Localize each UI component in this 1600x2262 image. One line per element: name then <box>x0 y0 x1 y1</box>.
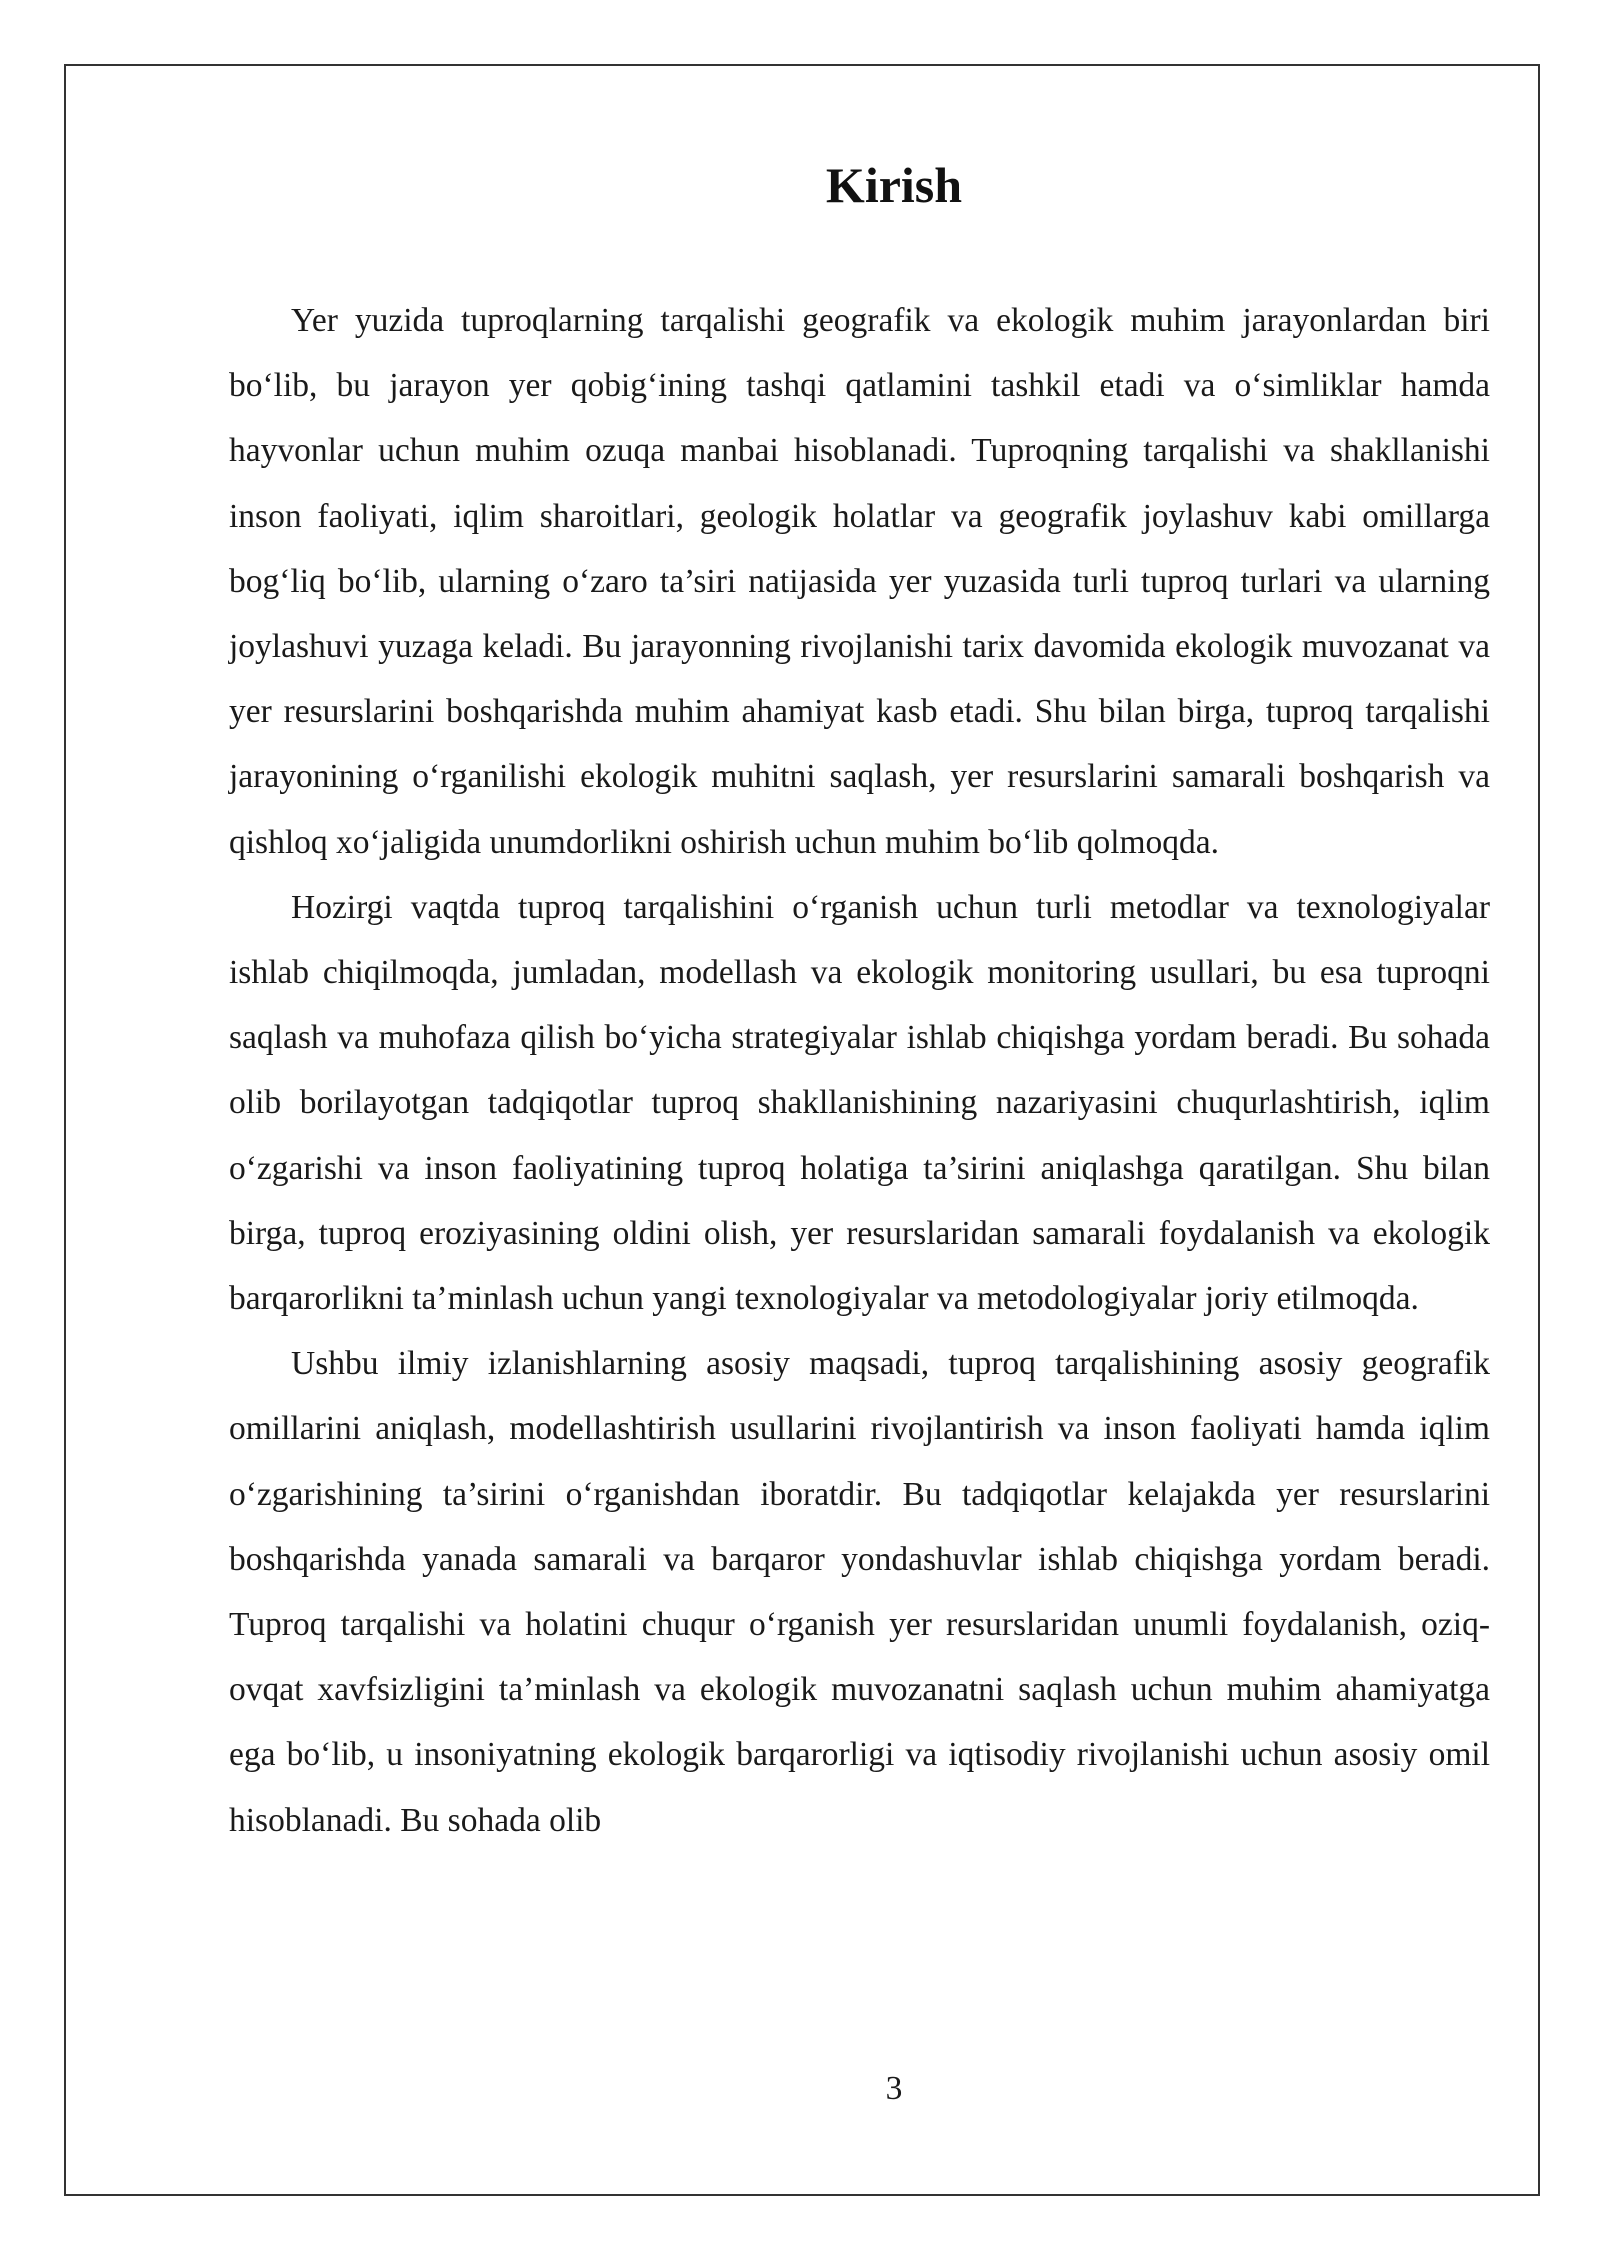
paragraph-2: Hozirgi vaqtda tuproq tarqalishini o‘rganish uchun turli metodlar va texnologiyalar ishlab chiqilmoqda, jumladan, modellash va ekologik monitoring usullari, bu esa tuproqni saqlash va muhofaza qilish bo‘yicha strategiyalar ishlab chiqishga yordam beradi. Bu sohada olib borilayotgan tadqiqotlar tuproq shakllanishining nazariyasini chuqurlashtirish, iqlim o‘zgarishi va inson faoliyatining tuproq holatiga ta’sirini aniqlashga qaratilgan. Shu bilan birga, tuproq eroziyasining oldini olish, yer resurslaridan samarali foydalanish va ekologik barqarorlikni ta’minlash uchun yangi texnologiyalar va metodologiyalar joriy etilmoqda. <box>229 888 1490 1318</box>
page-number: 3 <box>885 2070 903 2107</box>
body-text <box>229 288 1490 1853</box>
paragraph-3: Ushbu ilmiy izlanishlarning asosiy maqsadi, tuproq tarqalishining asosiy geografik omillarini aniqlash, modellashtirish usullarini rivojlantirish va inson faoliyati hamda iqlim o‘zgarishining ta’sirini o‘rganishdan iboratdir. Bu tadqiqotlar kelajakda yer resurslarini boshqarishda yanada samarali va barqaror yondashuvlar ishlab chiqishga yordam beradi. Tuproq tarqalishi va holatini chuqur o‘rganish yer resurslaridan unumli foydalanish, oziq-ovqat xavfsizligini ta’minlash va ekologik muvozanatni saqlash uchun muhim ahamiyatga ega bo‘lib, u insoniyatning ekologik barqarorligi va iqtisodiy rivojlanishi uchun asosiy omil hisoblanadi. Bu sohada olib <box>229 1345 1490 1839</box>
paragraph-1: Yer yuzida tuproqlarning tarqalishi geografik va ekologik muhim jarayonlardan biri bo‘lib, bu jarayon yer qobig‘ining tashqi qatlamini tashkil etadi va o‘simliklar hamda hayvonlar uchun muhim ozuqa manbai hisoblanadi. Tuproqning tarqalishi va shakllanishi inson faoliyati, iqlim sharoitlari, geologik holatlar va geografik joylashuv kabi omillarga bog‘liq bo‘lib, ularning o‘zaro ta’siri natijasida yer yuzasida turli tuproq turlari va ularning joylashuvi yuzaga keladi. Bu jarayonning rivojlanishi tarix davomida ekologik muvozanat va yer resurslarini boshqarishda muhim ahamiyat kasb etadi. Shu bilan birga, tuproq tarqalishi jarayonining o‘rganilishi ekologik muhitni saqlash, yer resurslarini samarali boshqarish va qishloq xo‘jaligida unumdorlikni oshirish uchun muhim bo‘lib qolmoqda. <box>229 302 1490 861</box>
page-title: Kirish <box>825 157 963 213</box>
